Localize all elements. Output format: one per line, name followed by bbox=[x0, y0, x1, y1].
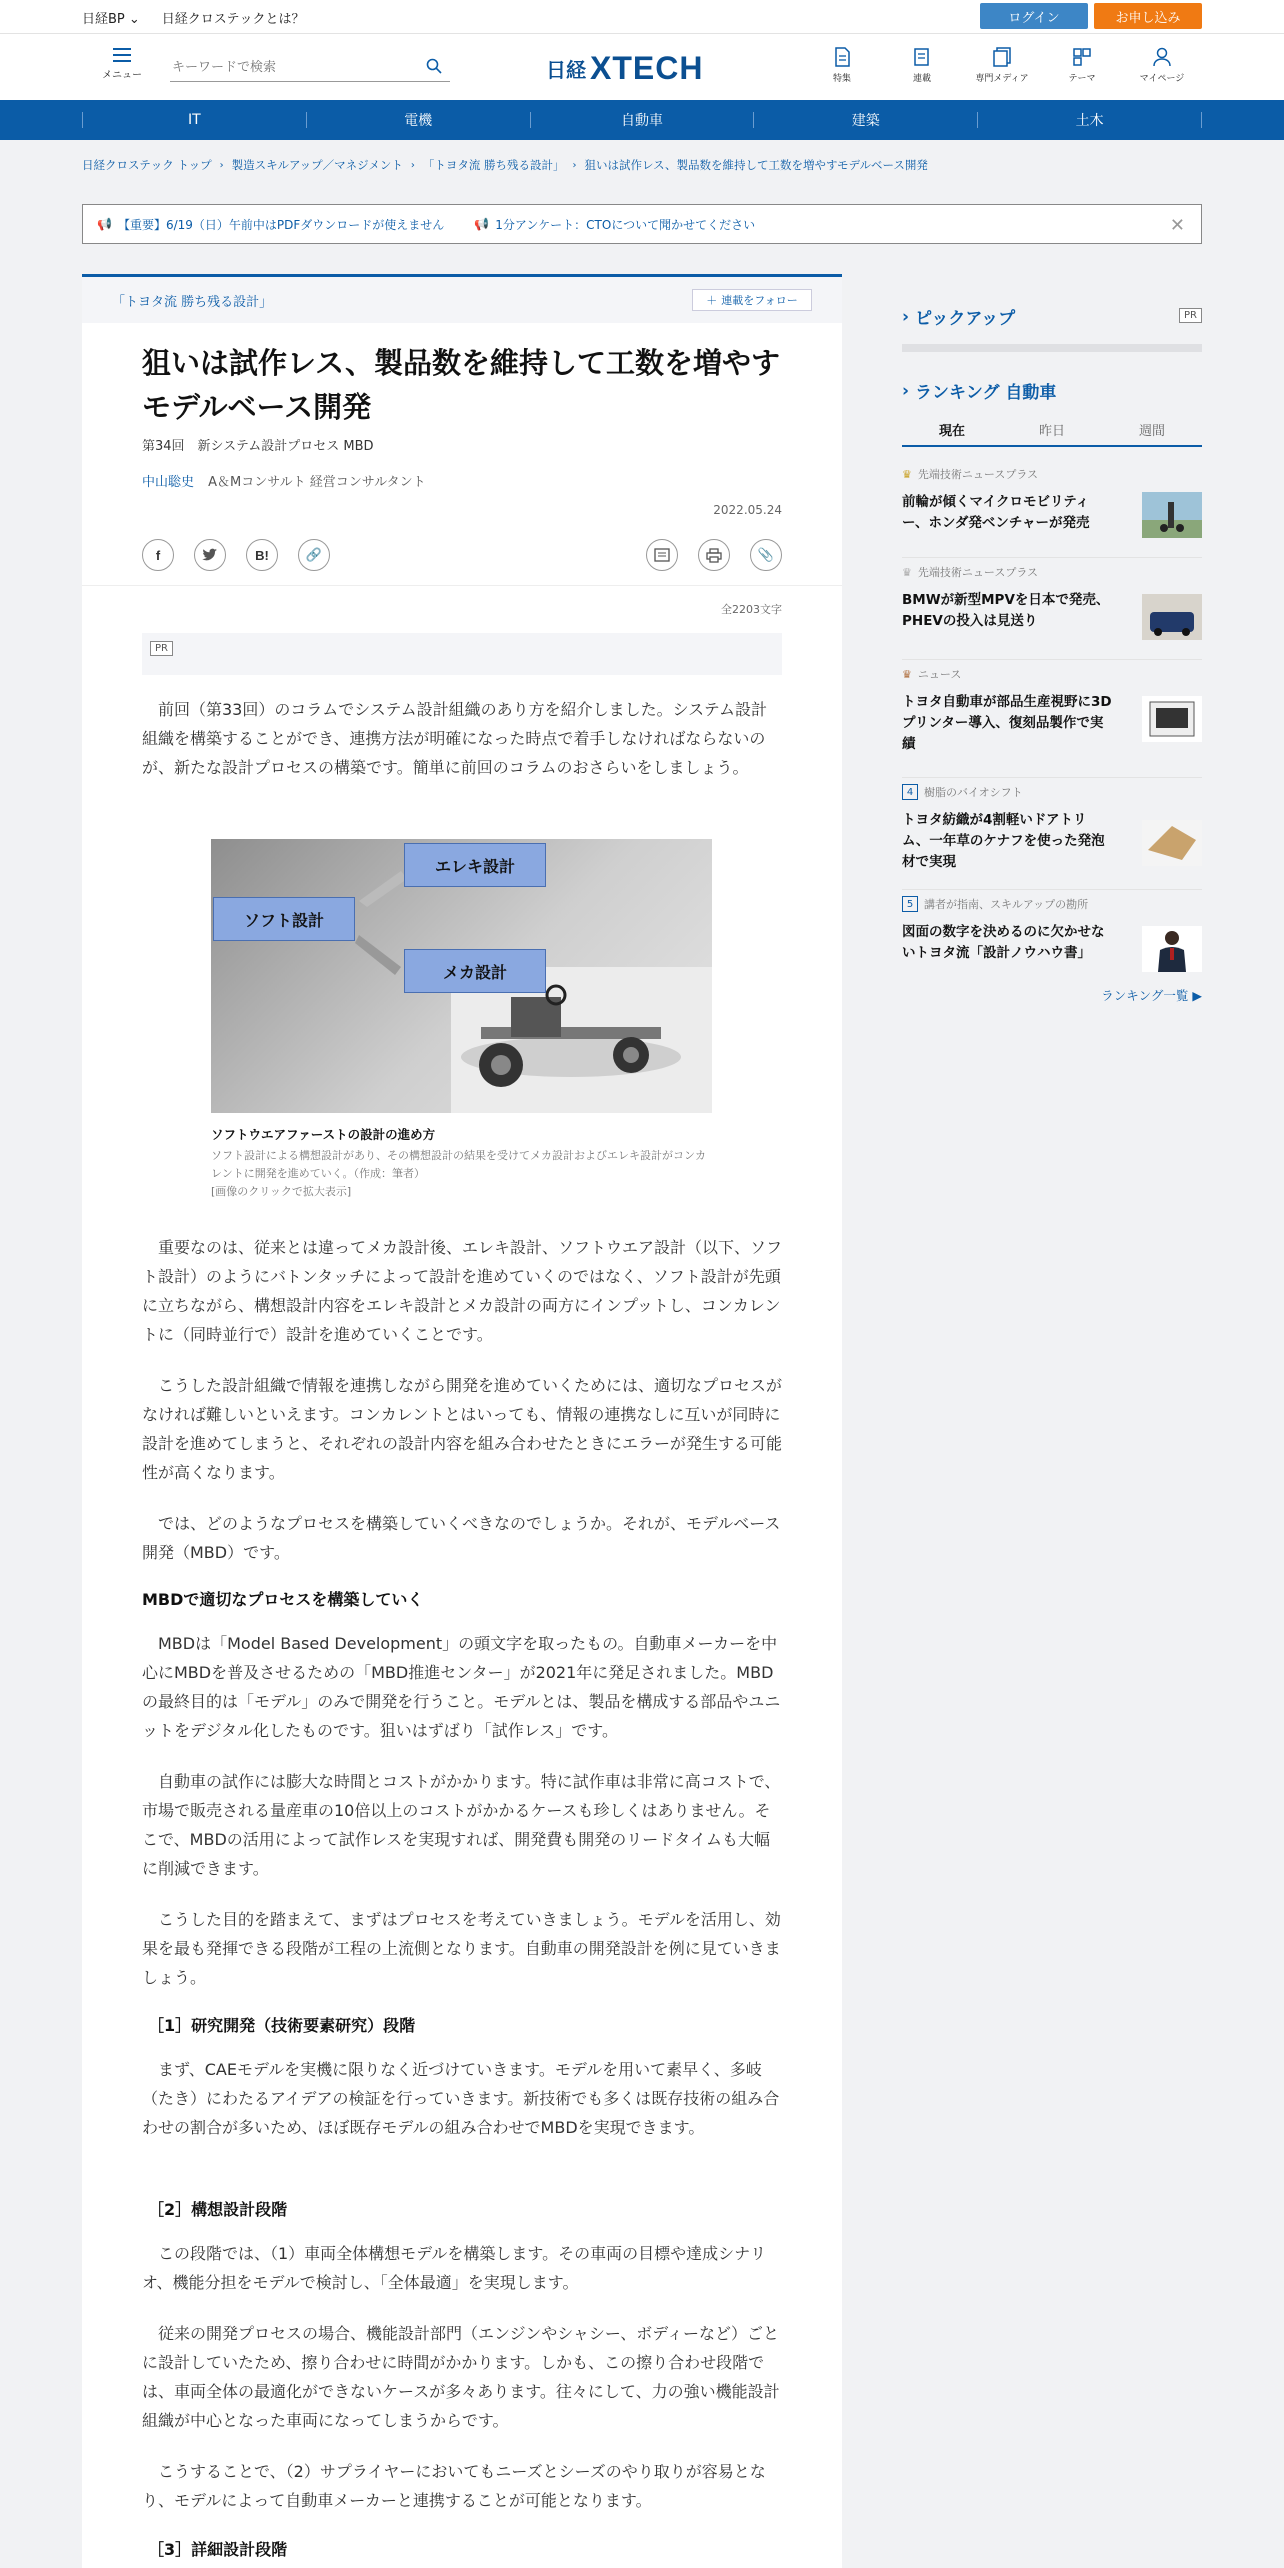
nav-item-it[interactable]: IT bbox=[82, 112, 306, 128]
feature-link[interactable]: 特集 bbox=[802, 46, 882, 84]
chevron-right-icon: › bbox=[572, 159, 577, 171]
login-button[interactable]: ログイン bbox=[980, 3, 1088, 29]
feature-icon bbox=[831, 46, 853, 68]
twitter-icon[interactable] bbox=[194, 539, 226, 571]
crown-bronze-icon: ♛ bbox=[902, 667, 912, 681]
notice-item[interactable]: 📢 【重要】6/19（日）午前中はPDFダウンロードが使えません bbox=[97, 217, 445, 232]
facebook-icon[interactable]: f bbox=[142, 539, 174, 571]
nav-item-architecture[interactable]: 建築 bbox=[753, 112, 977, 128]
paragraph: まず、CAEモデルを実機に限りなく近づけていきます。モデルを用いて素早く、多岐（たき）にわたるアイデアの検証を行っていきます。新技術でも多くは既存技術の組み合わせの割合が多いため、ほぼ既存モデルの組み合わせでMBDを実現できます。 bbox=[142, 2060, 780, 2137]
thumbnail-image bbox=[1142, 492, 1202, 538]
site-header bbox=[0, 34, 1284, 100]
pr-label: PR bbox=[150, 641, 173, 656]
section-heading: ［1］研究開発（技術要素研究）段階 bbox=[148, 2016, 416, 2035]
memo-icon[interactable] bbox=[646, 539, 678, 571]
paragraph: この段階では、（1）車両全体構想モデルを構築します。その車両の目標や達成シナリオ、機能分担をモデルで検討し、「全体最適」を実現します。 bbox=[142, 2244, 767, 2292]
notice-bar bbox=[82, 204, 1202, 244]
triangle-right-icon: ▶ bbox=[1192, 988, 1202, 1003]
signup-button[interactable]: お申し込み bbox=[1094, 3, 1202, 29]
paragraph: MBDは「Model Based Development」の頭文字を取ったもの。自動車メーカーを中心にMBDを普及させるための「MBD推進センター」が2021年に発足されました。MBDの最終目的は「モデル」のみで開発を行うこと。モデルとは、製品を構成する部品やユニットをデジタル化したものです。狙いはずばり「試作レス」です。 bbox=[142, 1634, 781, 1740]
link-icon[interactable]: 🔗 bbox=[298, 539, 330, 571]
follow-series-button[interactable]: ＋ 連載をフォロー bbox=[692, 289, 812, 311]
ranking-item[interactable]: 4 樹脂のバイオシフト トヨタ紡織が4割軽いドアトリム、一年草のケナフを使った発泡材で実現 bbox=[902, 784, 1202, 890]
close-icon[interactable]: ✕ bbox=[1169, 215, 1185, 236]
pr-label: PR bbox=[1179, 308, 1202, 323]
series-icon bbox=[911, 46, 933, 68]
breadcrumb-item[interactable]: 日経クロステック トップ bbox=[82, 158, 212, 172]
char-count: 全2203文字 bbox=[721, 603, 782, 616]
breadcrumb bbox=[82, 157, 928, 173]
thumbnail-image bbox=[1142, 594, 1202, 640]
thumbnail-image bbox=[1142, 820, 1202, 866]
figure-image[interactable] bbox=[211, 839, 712, 1113]
nav-item-electronics[interactable]: 電機 bbox=[306, 112, 530, 128]
paragraph: 自動車の試作には膨大な時間とコストがかかります。特に試作車は非常に高コストで、市場で販売される量産車の10倍以上のコストがかかるケースも珍しくはありません。そこで、MBDの活用によって試作レスを実現すれば、開発費も開発のリードタイムも大幅に削減できます。 bbox=[142, 1772, 781, 1878]
nav-item-civil[interactable]: 土木 bbox=[977, 112, 1202, 128]
theme-icon bbox=[1071, 46, 1093, 68]
tab-current[interactable]: 現在 bbox=[938, 424, 965, 439]
print-icon[interactable] bbox=[698, 539, 730, 571]
menu-button[interactable]: メニュー bbox=[100, 48, 144, 81]
ranking-item[interactable]: ♛ ニュース トヨタ自動車が部品生産視野に3Dプリンター導入、復刻品製作で実績 bbox=[902, 666, 1202, 778]
author-name[interactable]: 中山聡史 bbox=[142, 475, 195, 490]
publish-date: 2022.05.24 bbox=[713, 503, 782, 517]
hatena-bookmark-icon[interactable]: B! bbox=[246, 539, 278, 571]
elec-design-box: エレキ設計 bbox=[404, 843, 546, 887]
series-link[interactable]: 「トヨタ流 勝ち残る設計」 bbox=[112, 294, 273, 310]
crown-silver-icon: ♛ bbox=[902, 565, 912, 579]
megaphone-icon: 📢 bbox=[97, 217, 112, 231]
category-nav bbox=[0, 100, 1284, 140]
author-role: A＆Mコンサルト 経営コンサルタント bbox=[208, 475, 426, 490]
about-link[interactable]: 日経クロステックとは？ bbox=[161, 11, 305, 27]
breadcrumb-current: 狙いは試作レス、製品数を維持して工数を増やすモデルベース開発 bbox=[584, 158, 928, 172]
ranking-item[interactable]: 5 講者が指南、スキルアップの勘所 図面の数字を決めるのに欠かせないトヨタ流「設計ノウハウ書」 bbox=[902, 896, 1202, 974]
paragraph: こうすることで、（2）サプライヤーにおいてもニーズとシーズのやり取りが容易となり、モデルによって自動車メーカーと連携することが可能となります。 bbox=[142, 2462, 766, 2510]
series-bar bbox=[82, 277, 842, 323]
ranking-item[interactable]: ♛ 先端技術ニュースプラス BMWが新型MPVを日本で発売、PHEVの投入は見送り bbox=[902, 564, 1202, 660]
breadcrumb-item[interactable]: 製造スキルアップ／マネジメント bbox=[231, 158, 403, 172]
site-logo[interactable]: 日経 XTECH bbox=[546, 49, 704, 86]
pickup-placeholder bbox=[902, 344, 1202, 352]
section-heading: ［3］詳細設計段階 bbox=[148, 2540, 288, 2559]
hamburger-icon bbox=[113, 48, 131, 62]
nikkei-bp-menu[interactable]: 日経BP ⌄ bbox=[82, 11, 140, 27]
media-link[interactable]: 専門メディア bbox=[962, 46, 1042, 84]
rank-badge: 4 bbox=[902, 784, 918, 800]
notice-item[interactable]: 📢 1分アンケート：CTOについて聞かせてください bbox=[474, 217, 756, 232]
figure-caption: ソフトウエアファーストの設計の進め方 ソフト設計による構想設計があり、その構想設計の結果を受けてメカ設計およびエレキ設計がコンカレントに開発を進めていく。（作成：筆者） [画像のクリックで拡大表示] bbox=[211, 1125, 712, 1201]
enlarge-link[interactable]: [画像のクリックで拡大表示] bbox=[211, 1185, 352, 1198]
soft-design-box: ソフト設計 bbox=[213, 897, 355, 941]
paragraph: 従来の開発プロセスの場合、機能設計部門（エンジンやシャシー、ボディーなど）ごとに設計していたため、擦り合わせに時間がかかります。しかも、この擦り合わせ段階では、車両全体の最適化ができないケースが多々あります。往々にして、力の強い機能設計組織が中心となった車両になってしまうからです。 bbox=[142, 2324, 780, 2430]
ranking-heading: › ランキング 自動車 bbox=[902, 380, 1057, 403]
mech-design-box: メカ設計 bbox=[404, 949, 546, 993]
paragraph: 前回（第33回）のコラムでシステム設計組織のあり方を紹介しました。システム設計組織を構築することができ、連携方法が明確になった時点で着手しなければならないのが、新たな設計プロセスの構築です。簡単に前回のコラムのおさらいをしましょう。 bbox=[142, 700, 768, 777]
media-icon bbox=[991, 46, 1013, 68]
search-icon[interactable] bbox=[426, 58, 442, 74]
user-icon bbox=[1151, 46, 1173, 68]
ranking-tabs bbox=[902, 414, 1202, 447]
search-box bbox=[170, 52, 450, 82]
section-heading: ［2］構想設計段階 bbox=[148, 2200, 288, 2219]
mypage-link[interactable]: マイページ bbox=[1122, 46, 1202, 84]
chevron-right-icon: › bbox=[219, 159, 224, 171]
clip-icon[interactable]: 📎 bbox=[750, 539, 782, 571]
crown-gold-icon: ♛ bbox=[902, 467, 912, 481]
paragraph: では、どのようなプロセスを構築していくべきなのでしょうか。それが、モデルベース開発（MBD）です。 bbox=[142, 1514, 781, 1562]
chevron-right-icon: › bbox=[902, 380, 910, 401]
divider bbox=[82, 585, 842, 586]
paragraph: こうした目的を踏まえて、まずはプロセスを考えていきましょう。モデルを活用し、効果を最も発揮できる段階が工程の上流側となります。自動車の開発設計を例に見ていきましょう。 bbox=[142, 1910, 781, 1987]
rank-badge: 5 bbox=[902, 896, 918, 912]
plus-icon: ＋ bbox=[706, 294, 718, 307]
paragraph: 重要なのは、従来とは違ってメカ設計後、エレキ設計、ソフトウエア設計（以下、ソフト設計）のようにバトンタッチによって設計を進めていくのではなく、ソフト設計が先頭に立ちながら、構想設計内容をエレキ設計とメカ設計の両方にインプットし、コンカレントに（同時並行で）設計を進めていくことです。 bbox=[142, 1238, 783, 1344]
thumbnail-image bbox=[1142, 926, 1202, 972]
author bbox=[142, 471, 426, 490]
ranking-more-link[interactable]: ランキング一覧 ▶ bbox=[1101, 988, 1202, 1003]
chevron-right-icon: › bbox=[902, 306, 910, 327]
section-heading: MBDで適切なプロセスを構築していく bbox=[142, 1590, 424, 1609]
thumbnail-image bbox=[1142, 696, 1202, 742]
tool-buttons bbox=[646, 539, 782, 571]
theme-link[interactable]: テーマ bbox=[1042, 46, 1122, 84]
article bbox=[82, 274, 842, 2568]
pr-ad[interactable] bbox=[142, 633, 782, 675]
search-input[interactable] bbox=[170, 59, 410, 74]
article-subtitle: 第34回 新システム設計プロセス MBD bbox=[142, 439, 374, 454]
share-buttons bbox=[142, 539, 330, 571]
ranking-item[interactable]: ♛ 先端技術ニュースプラス 前輪が傾くマイクロモビリティー、ホンダ発ベンチャーが発売 bbox=[902, 466, 1202, 558]
paragraph: こうした設計組織で情報を連携しながら開発を進めていくためには、適切なプロセスがなければ難しいといえます。コンカレントとはいっても、情報の連携なしに互いが同時に設計を進めてしまうと、それぞれの設計内容を組み合わせたときにエラーが発生する可能性が高くなります。 bbox=[142, 1376, 783, 1482]
chevron-right-icon: › bbox=[410, 159, 415, 171]
series-link[interactable]: 連載 bbox=[882, 46, 962, 84]
tab-weekly[interactable]: 週間 bbox=[1138, 424, 1165, 439]
article-title: 狙いは試作レス、製品数を維持して工数を増やすモデルベース開発 bbox=[142, 346, 781, 424]
pickup-heading: › ピックアップ bbox=[902, 306, 1016, 329]
nav-item-automotive[interactable]: 自動車 bbox=[530, 112, 754, 128]
megaphone-icon: 📢 bbox=[474, 217, 490, 231]
breadcrumb-item[interactable]: 「トヨタ流 勝ち残る設計」 bbox=[422, 158, 565, 172]
top-bar bbox=[0, 0, 1284, 34]
tab-yesterday[interactable]: 昨日 bbox=[1038, 424, 1065, 439]
